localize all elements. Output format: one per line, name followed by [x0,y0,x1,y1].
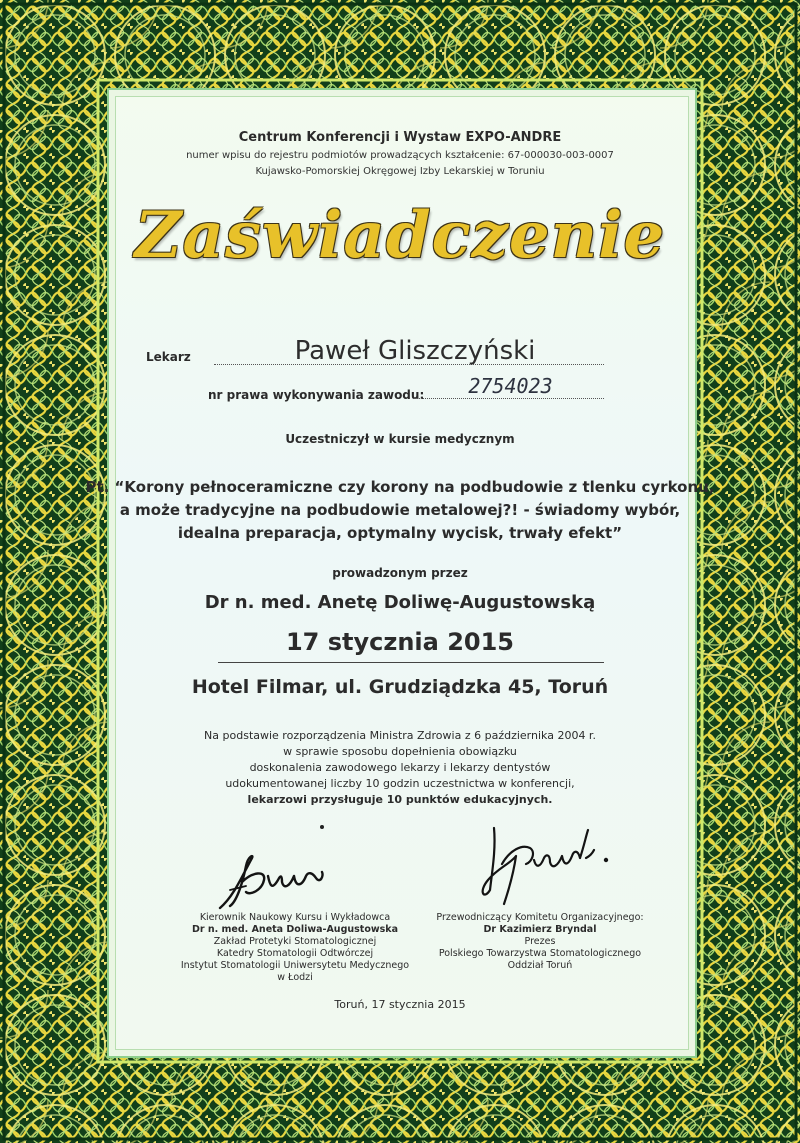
signature-doliwa-icon [212,846,342,916]
legal-line: w sprawie sposobu dopełnienia obowiązku [283,745,517,758]
left-signatory-affiliation: Instytut Stomatologii Uniwersytetu Medycznego [180,960,410,971]
certificate-title: Zaświadczenie [134,198,666,273]
lecturer-name: Dr n. med. Anetę Doliwę-Augustowską [204,592,596,613]
right-signatory-role: Przewodniczący Komitetu Organizacyjnego: [436,912,644,923]
legal-line: Na podstawie rozporządzenia Ministra Zdrowia z 6 października 2004 r. [204,729,596,742]
organization-name: Centrum Konferencji i Wystaw EXPO-ANDRE [238,130,562,145]
doctor-label: Lekarz [146,350,191,364]
signature-bryndal-icon [474,820,624,910]
left-signatory-affiliation: w Łodzi [277,972,313,983]
left-signatory [150,912,440,984]
right-signatory [410,912,670,972]
course-venue: Hotel Filmar, ul. Grudziądzka 45, Toruń [191,676,609,698]
right-signatory-affiliation: Oddział Toruń [507,960,573,971]
left-signatory-name: Dr n. med. Aneta Doliwa-Augustowska [191,924,399,935]
left-signatory-affiliation: Katedry Stomatologii Odtwórczej [216,948,374,959]
ink-dot [320,825,324,829]
left-signatory-affiliation: Zakład Protetyki Stomatologicznej [213,936,377,947]
participant-name: Paweł Gliszczyński [294,336,536,366]
right-signatory-affiliation: Polskiego Towarzystwa Stomatologicznego [438,948,642,959]
course-intro: Uczestniczył w kursie medycznym [285,432,515,446]
left-signatory-role: Kierownik Naukowy Kursu i Wykładowca [199,912,391,923]
date-underline [218,662,604,663]
chamber-name: Kujawsko-Pomorskiej Okręgowej Izby Lekarskiej w Toruniu [255,166,545,177]
legal-line: udokumentowanej liczby 10 godzin uczestnictwa w konferencji, [225,777,575,790]
right-signatory-affiliation: Prezes [524,936,556,947]
led-by-label: prowadzonym przez [332,566,468,580]
course-date: 17 stycznia 2015 [285,628,514,656]
course-title-line: Pt. “Korony pełnoceramiczne czy korony na podbudowie z tlenku cyrkonu, [85,478,715,496]
legal-basis [0,728,800,808]
course-title-line: a może tradycyjne na podbudowie metalowej?! - świadomy wybór, [119,501,681,519]
legal-line: doskonalenia zawodowego lekarzy i lekarzy dentystów [249,761,551,774]
license-dotted-line [414,398,604,399]
registry-number: numer wpisu do rejestru podmiotów prowadzących kształcenie: 67-000030-003-0007 [186,150,614,161]
license-label: nr prawa wykonywania zawodu: [208,388,425,402]
course-title-line: idealna preparacja, optymalny wycisk, trwały efekt” [177,524,623,542]
license-number: 2754023 [468,374,553,398]
place-and-date: Toruń, 17 stycznia 2015 [334,998,466,1011]
course-title [0,476,800,545]
right-signatory-name: Dr Kazimierz Bryndal [483,924,597,935]
education-points: lekarzowi przysługuje 10 punktów edukacyjnych. [247,793,553,806]
